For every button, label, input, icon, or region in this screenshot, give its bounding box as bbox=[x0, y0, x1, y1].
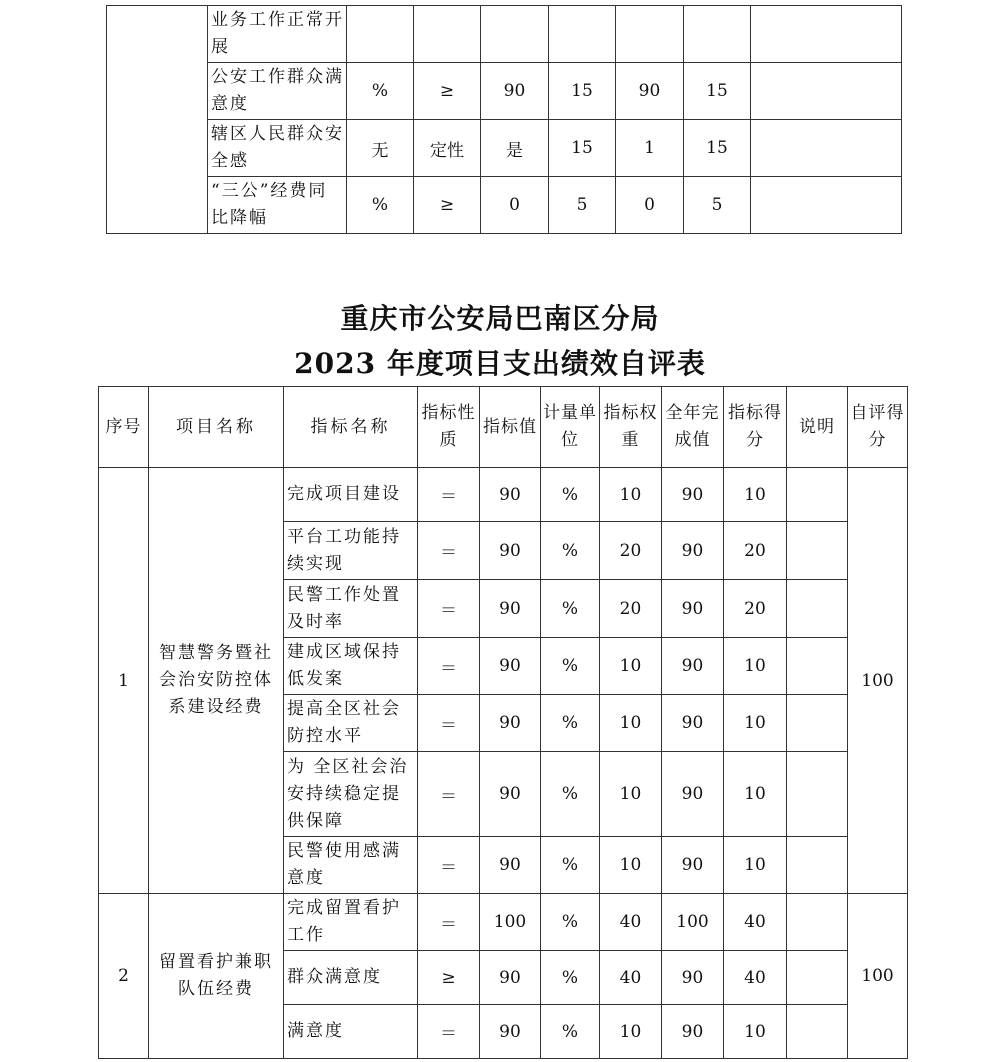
nature-cell: 定性 bbox=[414, 120, 481, 177]
header-row bbox=[99, 387, 908, 468]
actual-cell: 90 bbox=[662, 752, 724, 837]
score-cell: 5 bbox=[684, 177, 751, 234]
header-indicator-nature: 指标性质 bbox=[418, 387, 480, 468]
score-cell: 10 bbox=[724, 638, 787, 695]
score-cell: 40 bbox=[724, 951, 787, 1005]
nature-cell bbox=[414, 6, 481, 63]
nature-cell: ＝ bbox=[418, 894, 480, 951]
note-cell bbox=[787, 1005, 848, 1059]
note-cell bbox=[751, 63, 902, 120]
self-score-cell: 100 bbox=[848, 468, 908, 894]
score-cell: 10 bbox=[724, 837, 787, 894]
target-cell: 90 bbox=[481, 63, 549, 120]
actual-cell: 90 bbox=[662, 1005, 724, 1059]
score-cell: 20 bbox=[724, 580, 787, 638]
target-cell bbox=[481, 6, 549, 63]
note-cell bbox=[787, 752, 848, 837]
indicator-cell: 民警使用感满意度 bbox=[284, 837, 418, 894]
actual-cell: 100 bbox=[662, 894, 724, 951]
nature-cell: ＝ bbox=[418, 638, 480, 695]
score-cell: 10 bbox=[724, 468, 787, 522]
indicator-cell: 建成区域保持低发案 bbox=[284, 638, 418, 695]
score-cell: 20 bbox=[724, 522, 787, 580]
unit-cell: % bbox=[541, 1005, 600, 1059]
indicator-cell: “三公”经费同比降幅 bbox=[208, 177, 347, 234]
note-cell bbox=[751, 6, 902, 63]
table-row bbox=[107, 6, 902, 63]
nature-cell: ＝ bbox=[418, 580, 480, 638]
nature-cell: ≥ bbox=[414, 177, 481, 234]
actual-cell: 90 bbox=[662, 522, 724, 580]
nature-cell: ＝ bbox=[418, 522, 480, 580]
nature-cell: ＝ bbox=[418, 837, 480, 894]
nature-cell: ≥ bbox=[414, 63, 481, 120]
self-score-cell: 100 bbox=[848, 894, 908, 1059]
unit-cell: 无 bbox=[347, 120, 414, 177]
weight-cell: 40 bbox=[600, 951, 662, 1005]
value-cell: 90 bbox=[480, 752, 541, 837]
table-row bbox=[99, 468, 908, 522]
value-cell: 90 bbox=[480, 951, 541, 1005]
target-cell: 是 bbox=[481, 120, 549, 177]
value-cell: 90 bbox=[480, 468, 541, 522]
score-cell: 40 bbox=[724, 894, 787, 951]
indicator-cell: 为 全区社会治安持续稳定提供保障 bbox=[284, 752, 418, 837]
score-cell: 15 bbox=[684, 63, 751, 120]
indicator-cell: 满意度 bbox=[284, 1005, 418, 1059]
table-row bbox=[99, 894, 908, 951]
score-cell bbox=[684, 6, 751, 63]
actual-cell bbox=[616, 6, 684, 63]
header-unit: 计量单位 bbox=[541, 387, 600, 468]
unit-cell bbox=[347, 6, 414, 63]
indicator-cell: 公安工作群众满意度 bbox=[208, 63, 347, 120]
actual-cell: 0 bbox=[616, 177, 684, 234]
note-cell bbox=[787, 580, 848, 638]
unit-cell: % bbox=[541, 894, 600, 951]
table-row bbox=[107, 177, 902, 234]
header-self-score: 自评得分 bbox=[848, 387, 908, 468]
header-indicator-name: 指标名称 bbox=[284, 387, 418, 468]
value-cell: 90 bbox=[480, 522, 541, 580]
actual-cell: 90 bbox=[662, 468, 724, 522]
note-cell bbox=[787, 468, 848, 522]
unit-cell: % bbox=[541, 638, 600, 695]
score-cell: 15 bbox=[684, 120, 751, 177]
header-project-name: 项目名称 bbox=[149, 387, 284, 468]
previous-table-continuation bbox=[106, 5, 902, 234]
weight-cell: 10 bbox=[600, 1005, 662, 1059]
actual-cell: 1 bbox=[616, 120, 684, 177]
indicator-cell: 群众满意度 bbox=[284, 951, 418, 1005]
document-title bbox=[0, 296, 1000, 386]
note-cell bbox=[787, 695, 848, 752]
weight-cell bbox=[549, 6, 616, 63]
weight-cell: 10 bbox=[600, 695, 662, 752]
nature-cell: ＝ bbox=[418, 1005, 480, 1059]
value-cell: 100 bbox=[480, 894, 541, 951]
header-score: 指标得分 bbox=[724, 387, 787, 468]
nature-cell: ＝ bbox=[418, 695, 480, 752]
note-cell bbox=[751, 120, 902, 177]
actual-cell: 90 bbox=[662, 695, 724, 752]
project-name-cell: 智慧警务暨社会治安防控体系建设经费 bbox=[149, 468, 284, 894]
indicator-cell: 民警工作处置及时率 bbox=[284, 580, 418, 638]
nature-cell: ＝ bbox=[418, 468, 480, 522]
weight-cell: 10 bbox=[600, 638, 662, 695]
header-weight: 指标权重 bbox=[600, 387, 662, 468]
indicator-cell: 辖区人民群众安全感 bbox=[208, 120, 347, 177]
unit-cell: % bbox=[541, 837, 600, 894]
actual-cell: 90 bbox=[662, 951, 724, 1005]
header-annual-actual: 全年完成值 bbox=[662, 387, 724, 468]
table-row bbox=[107, 120, 902, 177]
score-cell: 10 bbox=[724, 752, 787, 837]
performance-evaluation-table bbox=[98, 386, 908, 1059]
seq-cell: 1 bbox=[99, 468, 149, 894]
unit-cell: % bbox=[541, 752, 600, 837]
value-cell: 90 bbox=[480, 580, 541, 638]
nature-cell: ＝ bbox=[418, 752, 480, 837]
unit-cell: % bbox=[347, 63, 414, 120]
title-line-1: 重庆市公安局巴南区分局 bbox=[340, 302, 660, 335]
weight-cell: 15 bbox=[549, 63, 616, 120]
unit-cell: % bbox=[541, 522, 600, 580]
value-cell: 90 bbox=[480, 1005, 541, 1059]
indicator-cell: 平台工功能持续实现 bbox=[284, 522, 418, 580]
unit-cell: % bbox=[541, 468, 600, 522]
weight-cell: 5 bbox=[549, 177, 616, 234]
project-name-cell: 留置看护兼职队伍经费 bbox=[149, 894, 284, 1059]
header-seq: 序号 bbox=[99, 387, 149, 468]
actual-cell: 90 bbox=[662, 837, 724, 894]
value-cell: 90 bbox=[480, 638, 541, 695]
score-cell: 10 bbox=[724, 695, 787, 752]
note-cell bbox=[787, 837, 848, 894]
unit-cell: % bbox=[347, 177, 414, 234]
target-cell: 0 bbox=[481, 177, 549, 234]
seq-cell: 2 bbox=[99, 894, 149, 1059]
merged-blank-cell bbox=[107, 6, 208, 234]
title-line-2: 2023 年度项目支出绩效自评表 bbox=[294, 347, 706, 380]
indicator-cell: 完成项目建设 bbox=[284, 468, 418, 522]
unit-cell: % bbox=[541, 951, 600, 1005]
weight-cell: 20 bbox=[600, 580, 662, 638]
note-cell bbox=[787, 638, 848, 695]
weight-cell: 10 bbox=[600, 752, 662, 837]
table-row bbox=[107, 63, 902, 120]
actual-cell: 90 bbox=[662, 580, 724, 638]
indicator-cell: 业务工作正常开展 bbox=[208, 6, 347, 63]
weight-cell: 10 bbox=[600, 837, 662, 894]
note-cell bbox=[787, 522, 848, 580]
actual-cell: 90 bbox=[662, 638, 724, 695]
weight-cell: 10 bbox=[600, 468, 662, 522]
note-cell bbox=[751, 177, 902, 234]
weight-cell: 40 bbox=[600, 894, 662, 951]
actual-cell: 90 bbox=[616, 63, 684, 120]
note-cell bbox=[787, 951, 848, 1005]
value-cell: 90 bbox=[480, 695, 541, 752]
header-indicator-value: 指标值 bbox=[480, 387, 541, 468]
weight-cell: 15 bbox=[549, 120, 616, 177]
unit-cell: % bbox=[541, 695, 600, 752]
score-cell: 10 bbox=[724, 1005, 787, 1059]
note-cell bbox=[787, 894, 848, 951]
weight-cell: 20 bbox=[600, 522, 662, 580]
value-cell: 90 bbox=[480, 837, 541, 894]
indicator-cell: 提高全区社会防控水平 bbox=[284, 695, 418, 752]
unit-cell: % bbox=[541, 580, 600, 638]
header-note: 说明 bbox=[787, 387, 848, 468]
indicator-cell: 完成留置看护工作 bbox=[284, 894, 418, 951]
nature-cell: ≥ bbox=[418, 951, 480, 1005]
